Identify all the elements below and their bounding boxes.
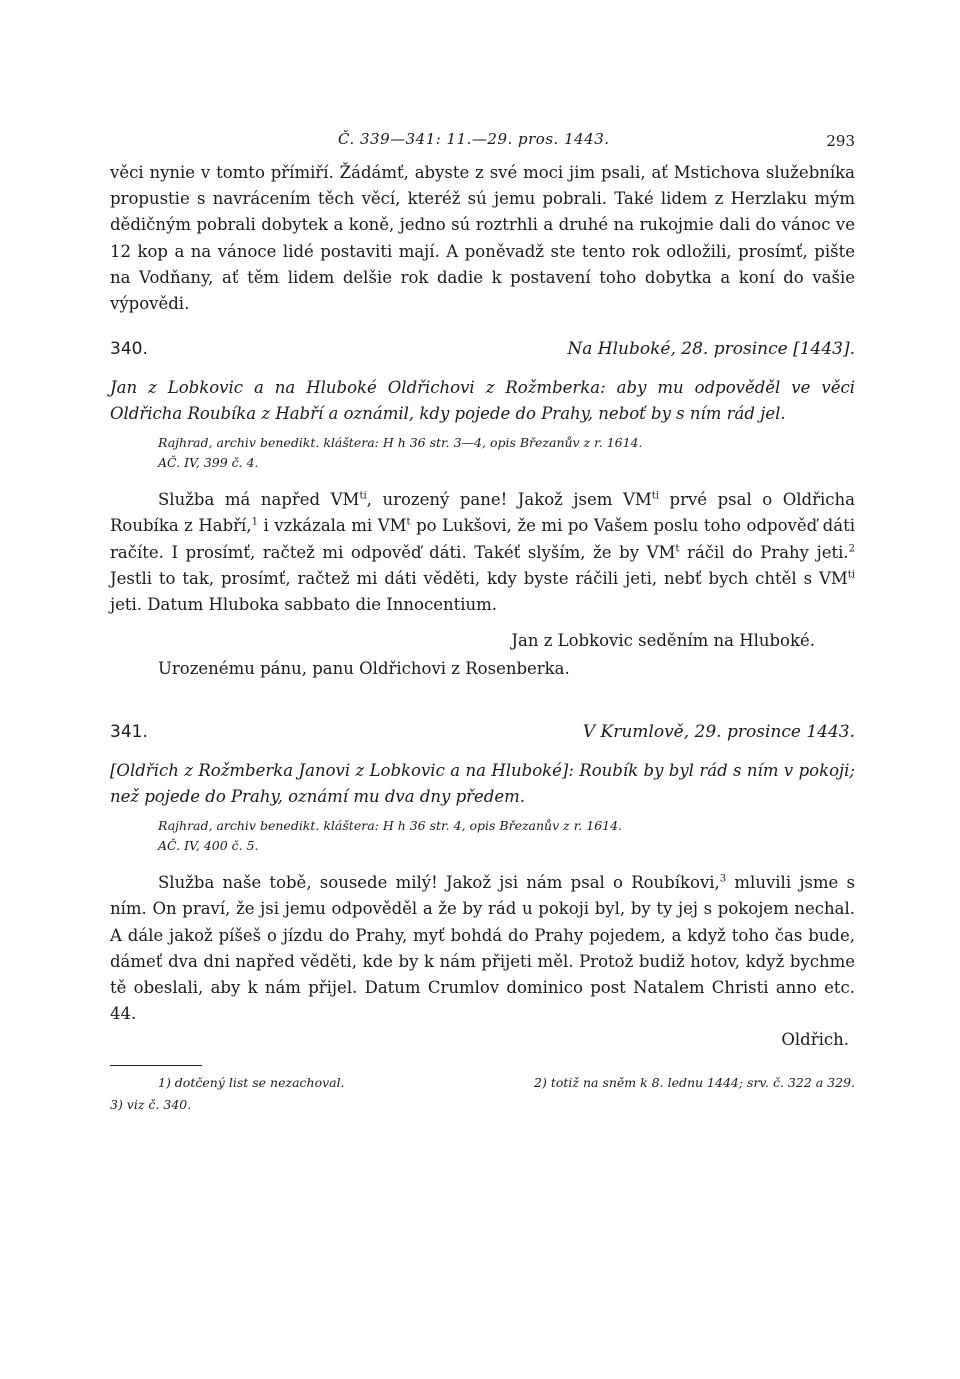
doc-340-source-archive: Rajhrad, archiv benedikt. kláštera: H h 36 str. 3—4, opis Březanův z r. 1614. [158, 435, 643, 451]
footnote-rule [110, 1065, 202, 1066]
text-run: mluvili jsme s ním. On praví, že jsi jemu odpověděl a že by rád u pokoji byl, by ty jej s pokojem nechal. A dále jakož píšeš o jízdu do Prahy, myť bohdá do Prahy pojedem, a když toho čas bude, dámeť dva dni napřed věděti, kde by k nám přijeti měl. Protož budiž hotov, když bychme tě obeslali, aby k nám přijel. Datum Crumlov dominico post Natalem Christi anno etc. 44. [110, 873, 855, 1024]
superscript: ti [651, 490, 659, 502]
page-number: 293 [826, 132, 855, 150]
footnotes [110, 1072, 855, 1116]
text-run: prvé psal o Oldřicha Roubíka z Habří, [110, 490, 855, 536]
doc-340-place-date: Na Hluboké, 28. prosince [1443]. [567, 339, 855, 360]
footnote-ref: 1 [251, 516, 258, 528]
superscript: ti [359, 490, 367, 502]
doc-341-source [158, 816, 855, 856]
doc-341-letter-text [110, 870, 855, 1027]
doc-340-address: Urozenému pánu, panu Oldřichovi z Rosenberka. [158, 659, 570, 679]
superscript: ti [847, 569, 855, 581]
footnote-ref: 2 [848, 543, 855, 555]
doc-340-heading [110, 339, 855, 367]
footnote-row [110, 1072, 855, 1094]
doc-341-source-edition: AČ. IV, 400 č. 5. [158, 838, 259, 854]
doc-341-source-archive: Rajhrad, archiv benedikt. kláštera: H h 36 str. 4, opis Březanův z r. 1614. [158, 818, 623, 834]
superscript: t [675, 543, 680, 555]
text-run: i vzkázala mi VM [257, 516, 407, 536]
text-run: ráčil do Prahy jeti. [679, 542, 849, 562]
text-run: Služba má napřed VM [158, 490, 360, 510]
doc-340-regest: Jan z Lobkovic a na Hluboké Oldřichovi z Rožmberka: aby mu odpověděl ve věci Oldřicha Roubíka z Habří a oznámil, kdy pojede do Prahy, neboť by s ním rád jel. [110, 378, 855, 424]
doc-340-source [158, 433, 855, 473]
superscript: t [406, 516, 411, 528]
running-title: Č. 339—341: 11.—29. pros. 1443. [338, 130, 610, 148]
doc-341-regest: [Oldřich z Rožmberka Janovi z Lobkovic a na Hluboké]: Roubík by byl rád s ním v pokoji; než pojede do Prahy, oznámí mu dva dny předem. [110, 761, 855, 807]
text-run: po Lukšovi, že mi po Vašem poslu toho odpověď dáti račíte. I prosímť, račtež mi odpověď dáti. Takéť slyším, že by VM [110, 516, 855, 562]
text-run: Jestli to tak, prosímť, račtež mi dáti věděti, kdy byste ráčili jeti, nebť bych chtěl s VM [110, 568, 848, 588]
doc-340-source-edition: AČ. IV, 399 č. 4. [158, 455, 259, 471]
text-run: , urozený pane! Jakož jsem VM [366, 490, 652, 510]
doc-341-place-date: V Krumlově, 29. prosince 1443. [582, 722, 855, 743]
footnote-2: 2) totiž na sněm k 8. lednu 1444; srv. č. 322 a 329. [534, 1075, 855, 1091]
footnote-3: 3) viz č. 340. [110, 1097, 192, 1113]
doc-340-signature: Jan z Lobkovic seděním na Hluboké. [511, 631, 815, 651]
text-run: Služba naše tobě, sousede milý! Jakož jsi nám psal o Roubíkovi, [158, 873, 720, 893]
doc-340-letter-text [110, 487, 855, 618]
continuation-text: věci nynie v tomto přímiří. Žádámť, abyste z své moci jim psali, ať Mstichova služebníka propustie s navrácením těch věcí, kteréž sú jemu pobrali. Také lidem z Herzlaku mým dědičným pobrali dobytek a koně, jedno sú roztrhli a druhé na rukojmie dali do vánoc ve 12 kop a na vánoce lidé postaviti mají. A poněvadž ste tento rok odložili, prosímť, pište na Vodňany, ať těm lidem delšie rok dadie k postavení toho dobytka a koní do vašie výpovědi. [110, 163, 855, 314]
doc-341-heading [110, 722, 855, 750]
doc-341-number: 341. [110, 722, 148, 743]
footnote-1: 1) dotčený list se nezachoval. [158, 1075, 345, 1091]
doc-340-number: 340. [110, 339, 148, 360]
running-head [110, 130, 855, 160]
doc-341-signature: Oldřich. [781, 1030, 849, 1050]
page [110, 130, 855, 1116]
footnote-ref: 3 [719, 873, 727, 885]
text-run: jeti. Datum Hluboka sabbato die Innocentium. [110, 595, 498, 615]
